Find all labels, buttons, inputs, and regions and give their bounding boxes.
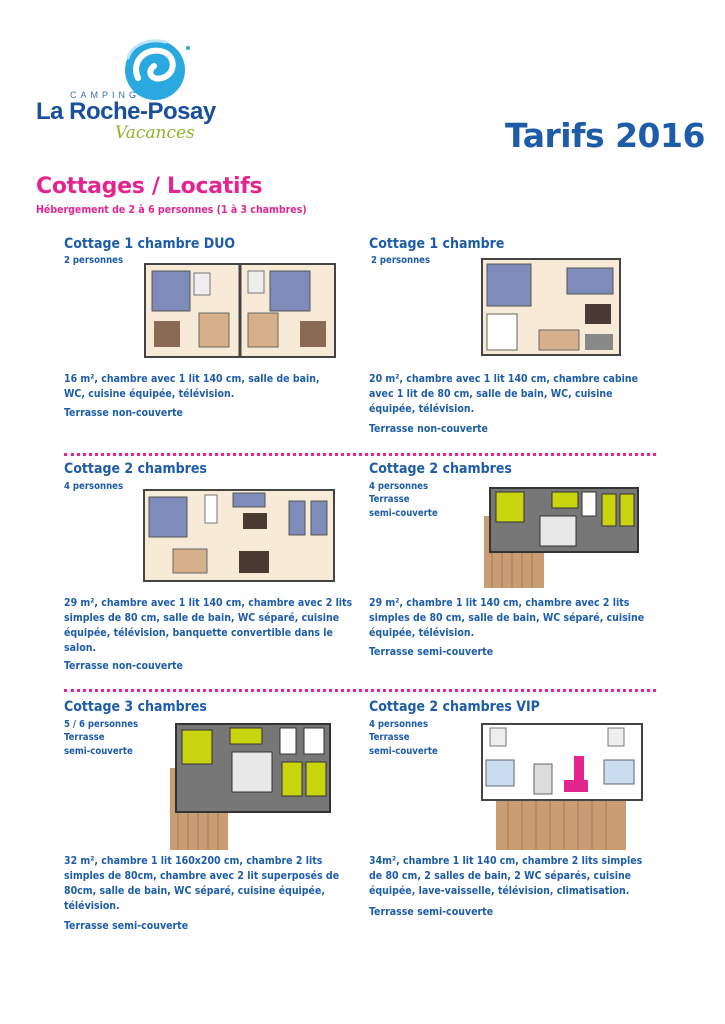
logo-camping-text: CAMPING	[70, 90, 141, 100]
cottage-description: 20 m², chambre avec 1 lit 140 cm, chambre cabine avec 1 lit de 80 cm, salle de bain, WC, cuisine équipée, télévision.	[369, 373, 638, 415]
cottage-title: Cottage 2 chambres VIP	[369, 699, 540, 715]
cottage-capacity: 5 / 6 personnes	[64, 719, 139, 730]
cottage-description: 32 m², chambre 1 lit 160x200 cm, chambre 2 lits simples de 80cm, chambre avec 2 lit superposés de 80cm, salle de bain, WC séparé, cuisine équipée, télévision.	[64, 855, 340, 912]
cottage-terrace: Terrasse non-couverte	[64, 660, 183, 672]
logo-subtitle-text: Vacances	[115, 123, 195, 143]
floor-plan-diagram	[484, 486, 644, 588]
cottage-description: 16 m², chambre avec 1 lit 140 cm, salle de bain, WC, cuisine équipée, télévision.	[64, 373, 320, 400]
cottage-capacity: 2 personnes	[64, 255, 124, 266]
cottage-terrace: Terrasse non-couverte	[369, 423, 488, 435]
cottage-capacity: 2 personnes	[371, 255, 431, 266]
floor-plan-diagram	[481, 258, 621, 356]
cottage-title: Cottage 2 chambres	[64, 461, 207, 477]
cottage-title: Cottage 1 chambre DUO	[64, 236, 236, 252]
dotted-divider	[64, 453, 656, 456]
cottage-terrace: Terrasse non-couverte	[64, 407, 183, 419]
floor-plan-diagram	[478, 720, 648, 850]
cottage-capacity: 4 personnes	[369, 719, 429, 730]
section-subtitle: Hébergement de 2 à 6 personnes (1 à 3 chambres)	[36, 204, 307, 216]
cottage-terrace: Terrasse semi-couverte	[369, 646, 494, 658]
terrace-label: Terrasse semi-couverte	[64, 732, 133, 757]
cottage-description: 29 m², chambre avec 1 lit 140 cm, chambre avec 2 lits simples de 80 cm, salle de bain, WC séparé, cuisine équipée, télévision, banquette convertible dans le salon.	[64, 597, 353, 654]
cottage-terrace: Terrasse semi-couverte	[64, 920, 189, 932]
cottage-title: Cottage 1 chambre	[369, 236, 505, 252]
cottage-title: Cottage 2 chambres	[369, 461, 512, 477]
terrace-label: Terrasse semi-couverte	[369, 732, 438, 757]
dotted-divider	[64, 689, 656, 692]
section-title: Cottages / Locatifs	[36, 174, 263, 199]
cottage-terrace: Terrasse semi-couverte	[369, 906, 494, 918]
floor-plan-diagram	[143, 489, 335, 582]
logo-brand-text: La Roche-Posay	[36, 98, 216, 125]
floor-plan-diagram	[144, 263, 336, 358]
page-title: Tarifs 2016	[505, 116, 705, 155]
cottage-description: 34m², chambre 1 lit 140 cm, chambre 2 lits simples de 80 cm, 2 salles de bain, 2 WC séparés, cuisine équipée, lave-vaisselle, télévision, climatisation.	[369, 855, 643, 897]
cottage-capacity: 4 personnes	[64, 481, 124, 492]
cottage-title: Cottage 3 chambres	[64, 699, 207, 715]
cottage-capacity: 4 personnes	[369, 481, 429, 492]
floor-plan-diagram	[170, 722, 336, 850]
cottage-description: 29 m², chambre 1 lit 140 cm, chambre avec 2 lits simples de 80 cm, salle de bain, WC séparé, cuisine équipée, télévision.	[369, 597, 645, 639]
terrace-label: Terrasse semi-couverte	[369, 494, 438, 519]
